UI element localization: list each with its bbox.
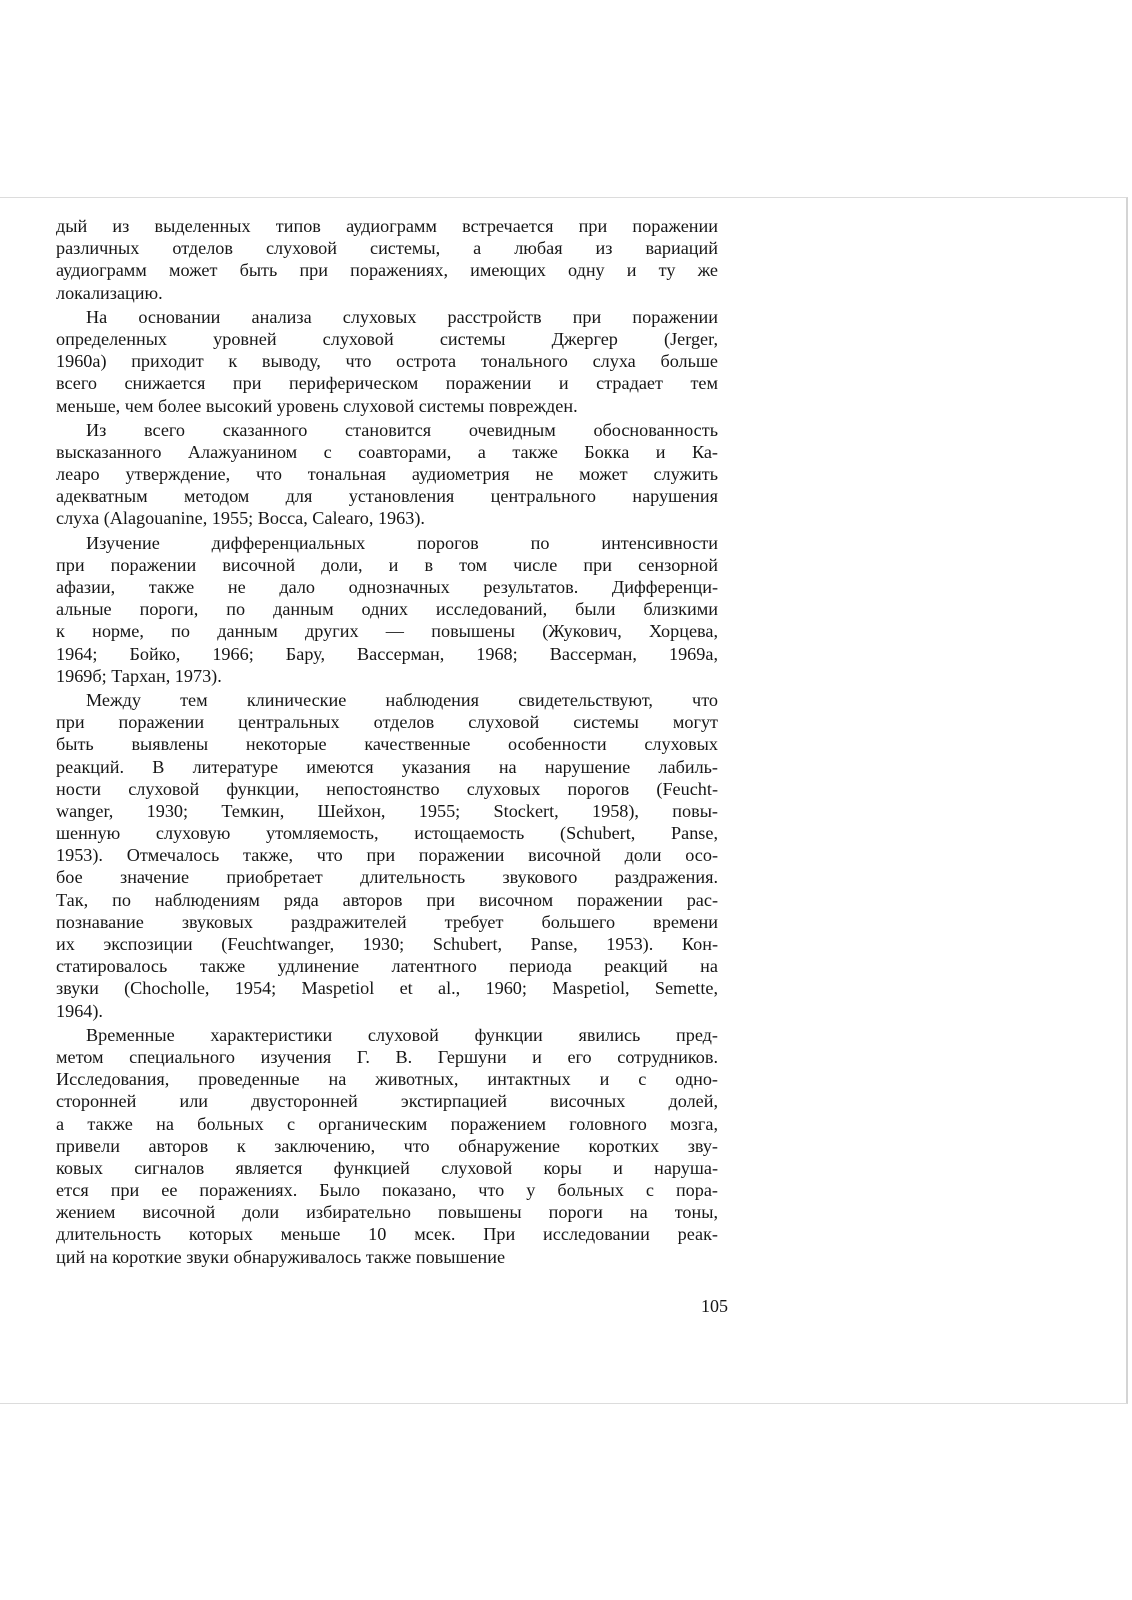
text-line: статировалось также удлинение латентного периода реакций на [56, 956, 718, 977]
text-line: адекватным методом для установления центрального нарушения [56, 486, 718, 507]
body-text [56, 215, 718, 1270]
text-line: метом специального изучения Г. В. Гершуни и его сотрудников. [56, 1046, 718, 1067]
text-line: леаро утверждение, что тональная аудиометрия не может служить [56, 464, 718, 485]
text-line: привели авторов к заключению, что обнаружение коротких зву- [56, 1135, 718, 1156]
text-line: ций на короткие звуки обнаруживалось также повышение [56, 1246, 506, 1267]
text-line: Из всего сказанного становится очевидным обоснованность [86, 419, 718, 440]
text-line: На основании анализа слуховых расстройств при поражении [86, 306, 718, 327]
text-line: 1969б; Тархан, 1973). [56, 665, 222, 686]
text-line: быть выявлены некоторые качественные особенности слуховых [56, 734, 718, 755]
text-line: ковых сигналов является функцией слуховой коры и наруша- [56, 1157, 718, 1178]
paragraph [56, 419, 718, 530]
text-line: 1953). Отмечалось также, что при поражении височной доли осо- [56, 845, 718, 866]
text-line: ется при ее поражениях. Было показано, что у больных с пора- [56, 1180, 718, 1201]
text-line: жением височной доли избирательно повышены пороги на тоны, [56, 1202, 718, 1223]
text-line: локализацию. [56, 282, 163, 303]
text-line: меньше, чем более высокий уровень слуховой системы поврежден. [56, 395, 578, 416]
text-line: Изучение дифференциальных порогов по интенсивности [86, 532, 718, 553]
text-line: афазии, также не дало однозначных результатов. Дифференци- [56, 577, 718, 597]
text-line: при поражении височной доли, и в том числе при сензорной [56, 554, 718, 575]
text-line: их экспозиции (Feuchtwanger, 1930; Schubert, Panse, 1953). Кон- [56, 934, 718, 954]
text-line: сторонней или двусторонней экстирпацией височных долей, [56, 1091, 718, 1112]
text-line: к норме, по данным других — повышены (Жукович, Хорцева, [56, 621, 718, 642]
text-line: а также на больных с органическим поражением головного мозга, [56, 1113, 718, 1134]
text-line: Так, по наблюдениям ряда авторов при височном поражении рас- [56, 889, 718, 910]
text-line: 1964; Бойко, 1966; Бару, Вассерман, 1968; Вассерман, 1969а, [56, 643, 718, 664]
text-line: аудиограмм может быть при поражениях, имеющих одну и ту же [56, 260, 718, 281]
text-line: Временные характеристики слуховой функции явились пред- [86, 1024, 718, 1045]
paragraph [56, 215, 718, 304]
text-line: дый из выделенных типов аудиограмм встречается при поражении [56, 216, 718, 236]
text-line: различных отделов слуховой системы, а любая из вариаций [56, 238, 718, 259]
text-line: всего снижается при периферическом поражении и страдает тем [56, 373, 718, 394]
text-line: длительность которых меньше 10 мсек. При исследовании реак- [56, 1224, 718, 1245]
text-line: 1960a) приходит к выводу, что острота тонального слуха больше [56, 351, 718, 372]
text-line: ности слуховой функции, непостоянство слуховых порогов (Feucht- [56, 778, 718, 799]
text-line: определенных уровней слуховой системы Джергер (Jerger, [56, 328, 718, 349]
paragraph [56, 689, 718, 1022]
text-line: звуки (Chocholle, 1954; Maspetiol et al., 1960; Maspetiol, Semette, [56, 978, 718, 999]
text-line: реакций. В литературе имеются указания на нарушение лабиль- [56, 756, 718, 777]
text-line: слуха (Alagouanine, 1955; Bocca, Calearo, 1963). [56, 508, 425, 529]
text-line: альные пороги, по данным одних исследований, были близкими [56, 599, 718, 620]
paragraph [56, 1024, 718, 1268]
text-line: Между тем клинические наблюдения свидетельствуют, что [86, 689, 718, 710]
text-line: бое значение приобретает длительность звукового раздражения. [56, 867, 718, 888]
paragraph [56, 532, 718, 687]
text-line: Исследования, проведенные на животных, интактных и с одно- [56, 1069, 718, 1090]
text-line: познавание звуковых раздражителей требует большего времени [56, 911, 718, 932]
page-number: 105 [701, 1296, 728, 1316]
text-line: высказанного Алажуанином с соавторами, а также Бокка и Ка- [56, 441, 718, 462]
text-line: шенную слуховую утомляемость, истощаемость (Schubert, Panse, [56, 823, 718, 844]
paragraph [56, 306, 718, 417]
text-line: 1964). [56, 1000, 103, 1021]
text-line: wanger, 1930; Темкин, Шейхон, 1955; Stockert, 1958), повы- [56, 800, 718, 821]
text-line: при поражении центральных отделов слуховой системы могут [56, 712, 718, 733]
